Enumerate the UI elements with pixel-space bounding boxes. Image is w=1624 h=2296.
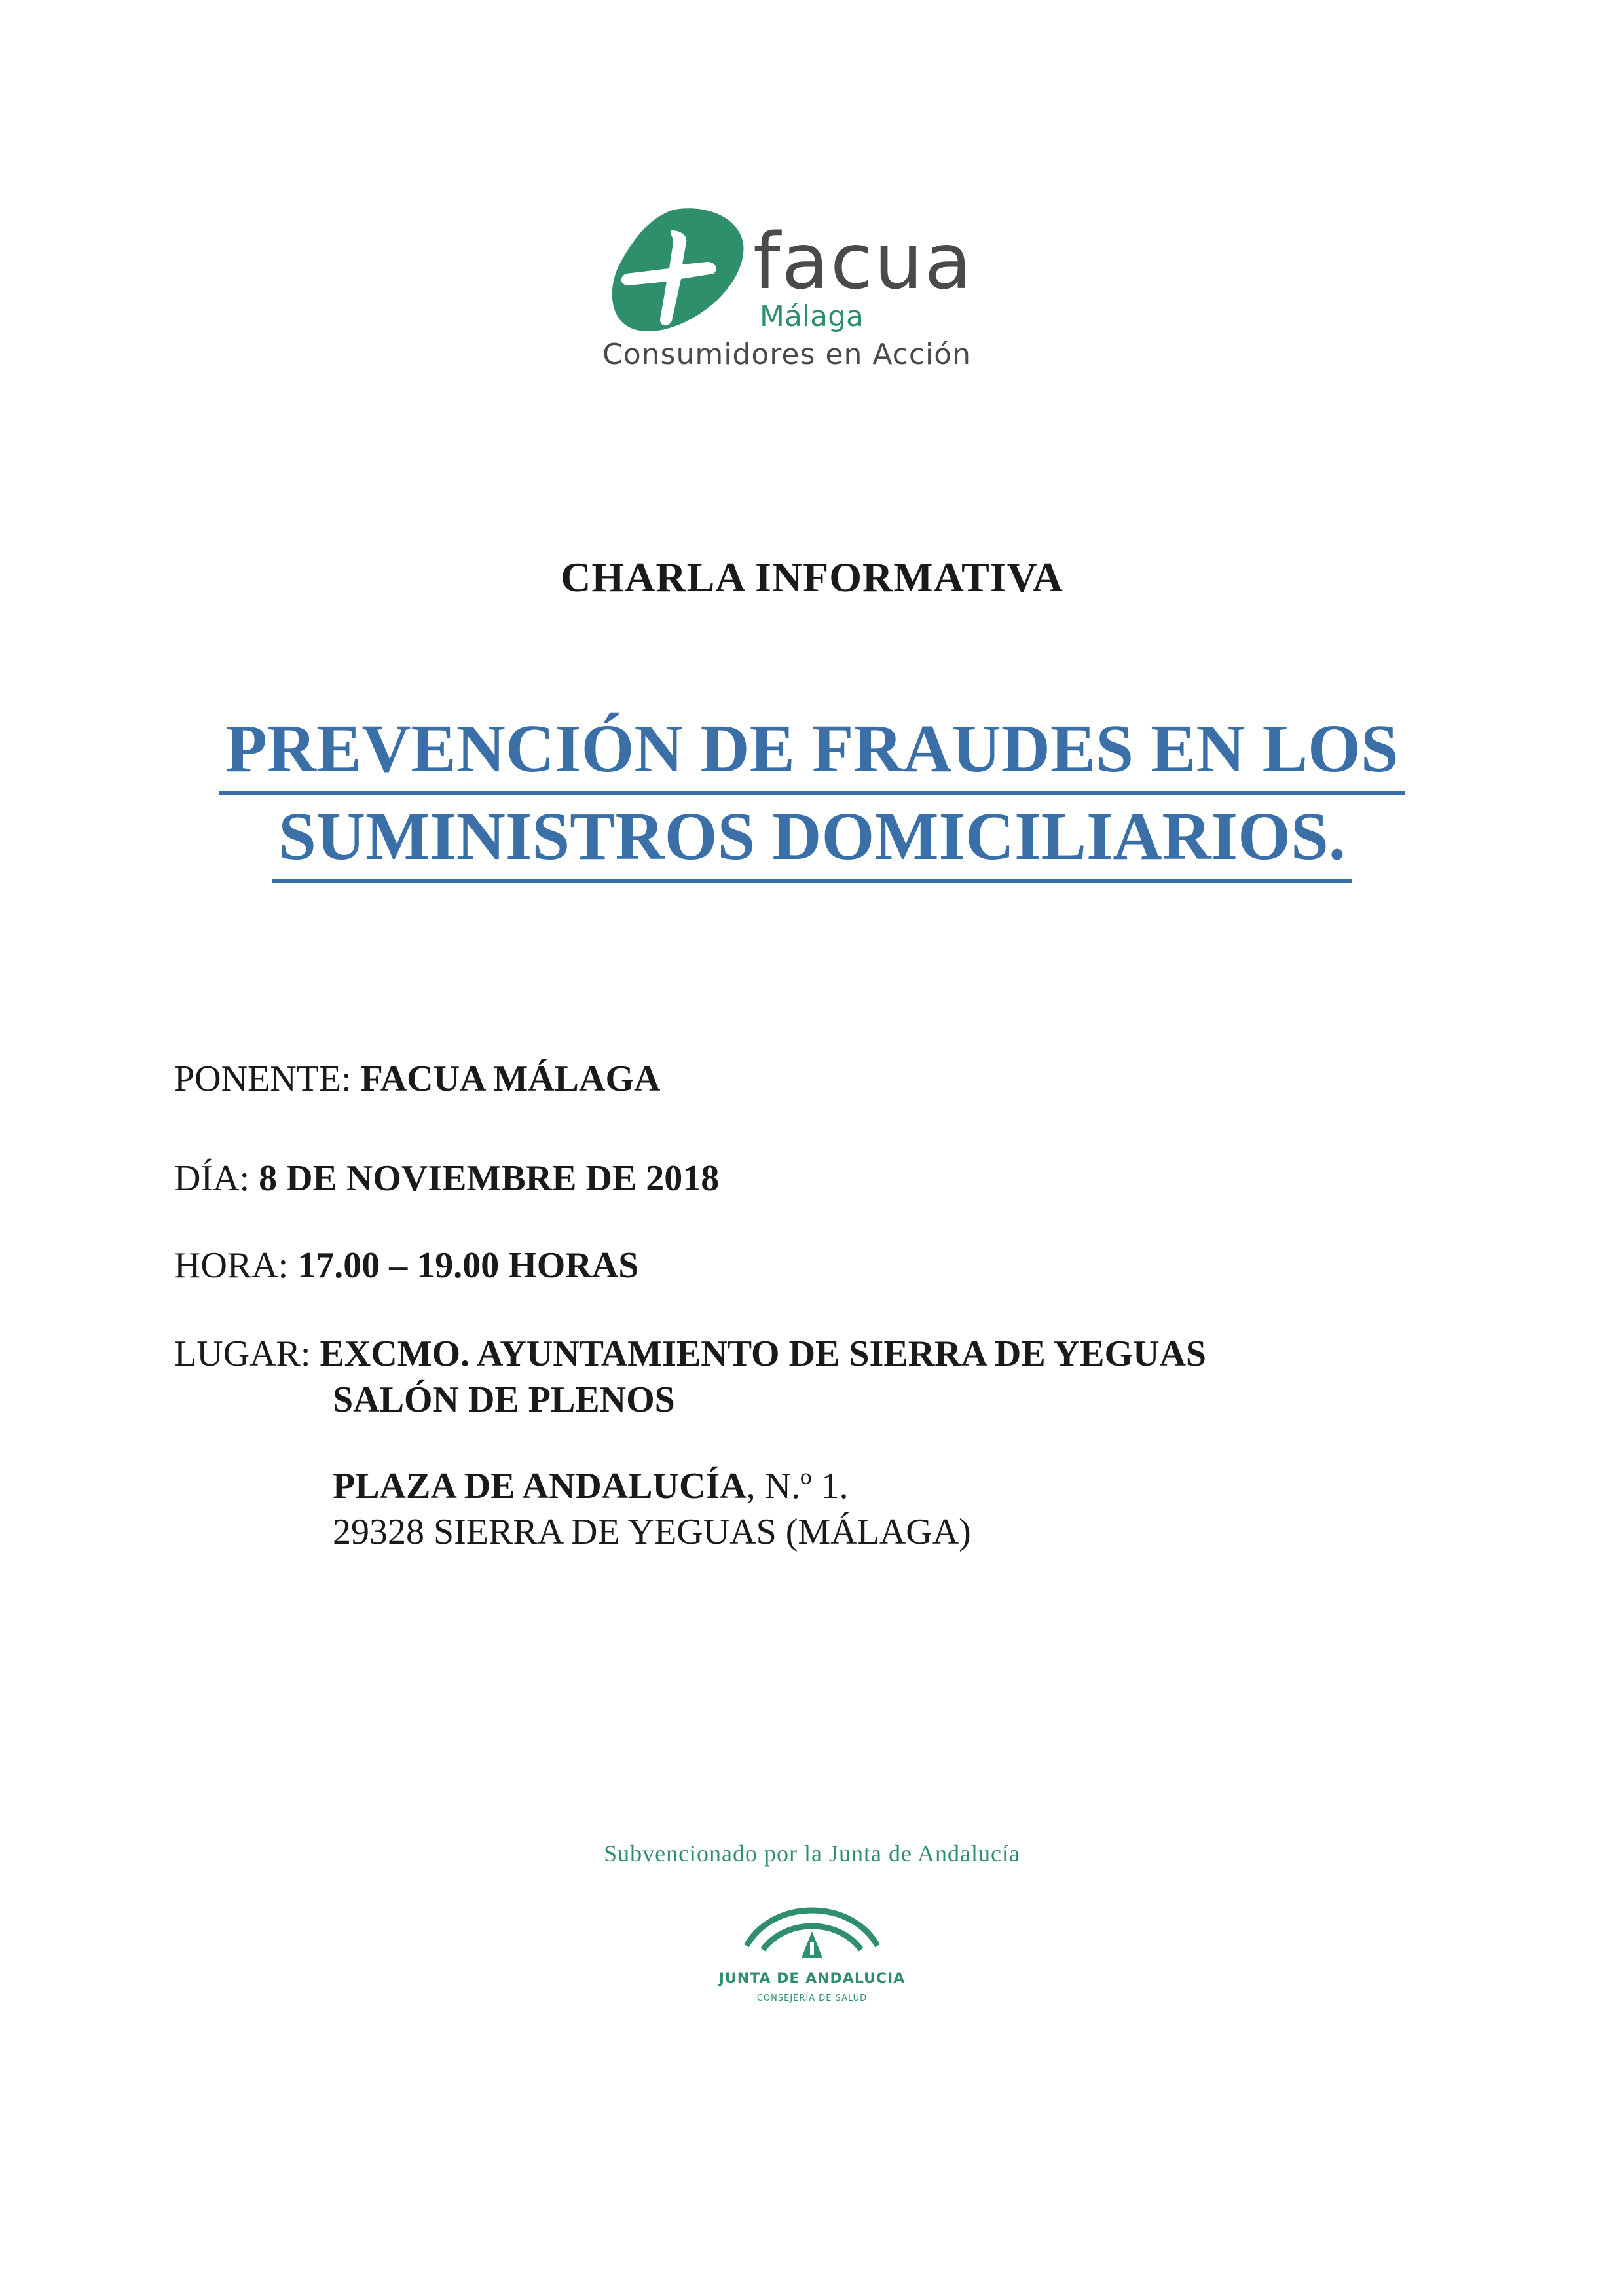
speaker-value: FACUA MÁLAGA — [360, 1059, 661, 1099]
junta-name: JUNTA DE ANDALUCIA — [718, 1971, 906, 1987]
address-city: 29328 SIERRA DE YEGUAS (MÁLAGA) — [333, 1512, 971, 1552]
event-type: CHARLA INFORMATIVA — [561, 554, 1063, 600]
facua-logo — [602, 196, 1008, 386]
time-value: 17.00 – 19.00 HORAS — [297, 1245, 639, 1286]
event-title — [0, 707, 1624, 883]
time-label: HORA: — [174, 1245, 289, 1286]
place-line-2: SALÓN DE PLENOS — [333, 1379, 675, 1420]
place-label: LUGAR: — [174, 1334, 311, 1374]
date-label: DÍA: — [174, 1158, 250, 1199]
place-line-2-row — [333, 1381, 675, 1418]
sponsor-text: Subvencionado por la Junta de Andalucía — [604, 1840, 1020, 1867]
event-title-line-2: SUMINISTROS DOMICILIARIOS. — [272, 795, 1352, 883]
speaker-label: PONENTE: — [174, 1059, 352, 1099]
address-line-2-row — [333, 1514, 971, 1550]
facua-city: Málaga — [760, 300, 864, 333]
facua-tagline: Consumidores en Acción — [602, 338, 972, 371]
junta-de-andalucia-emblem-icon — [733, 1886, 891, 2036]
junta-department: CONSEJERÍA DE SALUD — [756, 1994, 868, 2003]
date-row — [174, 1160, 719, 1197]
time-row — [174, 1247, 638, 1284]
speaker-row — [174, 1061, 660, 1097]
address-row — [333, 1468, 848, 1504]
address-street: PLAZA DE ANDALUCÍA — [333, 1466, 747, 1506]
date-value: 8 DE NOVIEMBRE DE 2018 — [259, 1158, 720, 1199]
event-title-line-1: PREVENCIÓN DE FRAUDES EN LOS — [219, 707, 1405, 795]
address-number: , N.º 1. — [746, 1466, 849, 1506]
facua-brand-name: facua — [753, 216, 973, 306]
facua-leaf-plus-icon — [609, 204, 747, 335]
place-line-1: EXCMO. AYUNTAMIENTO DE SIERRA DE YEGUAS — [320, 1334, 1207, 1374]
place-row — [174, 1336, 1206, 1372]
